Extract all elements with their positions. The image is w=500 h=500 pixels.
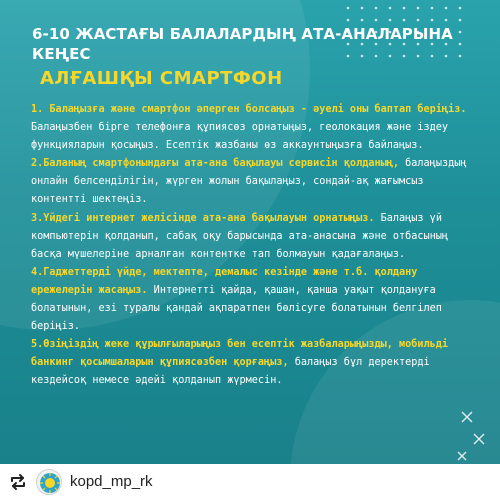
tip-item <box>31 336 483 390</box>
tip-text: балаңыздың онлайн белсенділігін, жүрген жолын бақылаңыз, сондай-ақ жағымсыз контентті шектеңіз. <box>31 158 467 206</box>
tip-item <box>31 210 483 264</box>
account-handle[interactable]: kopd_mp_rk <box>70 473 153 490</box>
page-subtitle: АЛҒАШҚЫ СМАРТФОН <box>40 68 283 89</box>
tip-text: Интернетті қайда, қашан, қанша уақыт қолдануға болатынын, езі туралы қандай ақпаратпен бөлісуге болатынын белгілеп беріңіз. <box>31 284 442 333</box>
tip-heading: 4.Гаджеттерді үйде, мектепте, демалыс кезінде және т.б. қолдану ережелерін жасаңыз. <box>31 266 418 296</box>
tip-heading: 3.Үйдегі интернет желісінде ата-ана бақылауын орнатыңыз. <box>31 212 375 224</box>
repost-footer <box>0 464 500 500</box>
avatar[interactable] <box>36 469 62 495</box>
tip-text: Балаңызбен бірге телефонға құпиясөз орнатыңыз, геолокация және іздеу функцияларын қосыңыз. Есептік жазбаны өз аккаунтыңызға байлаңыз. <box>31 122 449 152</box>
tip-text: балаңыз бұл деректерді кездейсоқ немесе әдейі қолданып жүрмесін. <box>31 357 430 387</box>
tip-item <box>31 101 483 155</box>
tip-heading: 1. Балаңызға және смартфон әперген болсаңыз - әуелі оны баптап беріңіз. <box>31 104 467 115</box>
tip-item <box>31 155 483 209</box>
repost-icon[interactable] <box>8 473 28 491</box>
tip-heading: 2.Баланың смартфонындағы ата-ана бақылауы сервисін қолданың, <box>31 158 400 170</box>
page-title: 6-10 ЖАСТАҒЫ БАЛАЛАРДЫҢ АТА-АНАЛАРЫНА КЕҢЕС <box>32 25 453 63</box>
tip-text: Балаңыз үй компьютерін қолданып, сабақ оқу барысында ата-анасына және отбасының басқа мүшелеріне арналған контентке тап болмауын қадағалаңыз. <box>31 212 449 260</box>
kazakhstan-emblem-icon <box>37 470 62 495</box>
tip-item <box>31 264 483 336</box>
tips-list <box>31 101 483 391</box>
tip-heading: 5.Өзіңіздің жеке құрылғыларыңыз бен есептік жазбаларыңызды, мобильді банкинг қосымшаларын құпиясөзбен қорғаңыз, <box>31 339 449 369</box>
